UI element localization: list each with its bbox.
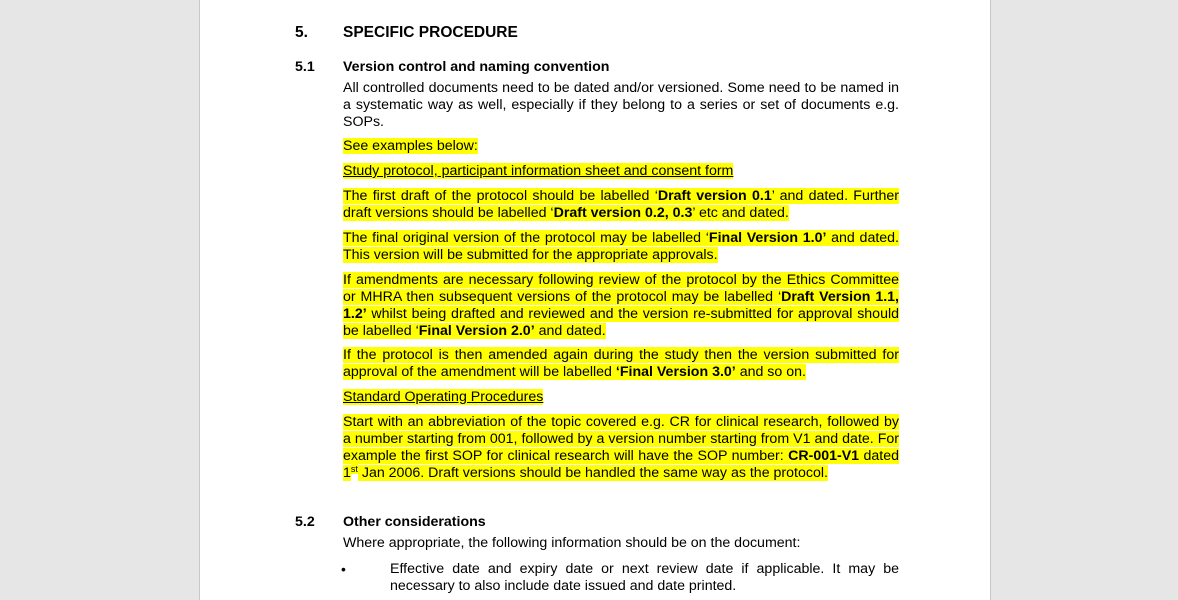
see-examples-line [343, 138, 899, 155]
text-run: dated 1 [343, 448, 899, 481]
bold-run: Draft Version 1.1, 1.2’ [343, 289, 899, 322]
text-run: The first draft of the protocol should be labelled ‘ [343, 188, 658, 204]
text-run: Start with an abbreviation of the topic covered e.g. CR for clinical research, followed by a number starting from 001, followed by a version number starting from V1 and date. For example the first SOP for clinical research will have the SOP number: [343, 414, 899, 464]
subsection-5-2-heading: Other considerations [343, 514, 486, 530]
bold-run: ‘Final Version 3.0’ [615, 364, 736, 380]
text-run: and dated. This version will be submitted for the appropriate approvals. [343, 230, 899, 263]
superscript: st [350, 464, 358, 474]
text-run: Jan 2006. Draft versions should be handled the same way as the protocol. [357, 465, 828, 481]
document-page [199, 0, 991, 600]
study-protocol-heading [343, 163, 899, 180]
section-title: SPECIFIC PROCEDURE [343, 24, 518, 41]
subsection-5-1-number: 5.1 [295, 59, 315, 75]
paragraph-amendments [343, 272, 899, 340]
paragraph-final-original [343, 230, 899, 264]
text-run: If amendments are necessary following review of the protocol by the Ethics Committee or MHRA then subsequent versions of the protocol may be labelled ‘ [343, 272, 899, 305]
paragraph-amended-again [343, 347, 899, 381]
study-protocol-heading-text: Study protocol, participant information sheet and consent form [343, 163, 734, 179]
text-run: ’ and dated. Further draft versions should be labelled ‘ [343, 188, 900, 221]
paragraph-first-draft [343, 188, 899, 222]
see-examples-text: See examples below: [343, 138, 478, 154]
text-run: The final original version of the protocol may be labelled ‘ [343, 230, 709, 246]
sop-heading [343, 389, 899, 406]
text-run: and so on. [735, 364, 806, 380]
bullet-item: Effective date and expiry date or next review date if applicable. It may be necessary to also include date issued and date printed. [390, 561, 899, 594]
subsection-5-1-heading: Version control and naming convention [343, 59, 610, 75]
text-run: If the protocol is then amended again during the study then the version submitted for approval of the amendment will be labelled [343, 347, 899, 380]
subsection-5-2-number: 5.2 [295, 514, 315, 530]
paragraph-sop-naming [343, 414, 899, 482]
version-control-intro: All controlled documents need to be dated and/or versioned. Some need to be named in a systematic way as well, especially if they belong to a series or set of documents e.g. SOPs. [343, 80, 899, 130]
text-run: whilst being drafted and reviewed and the version re-submitted for approval should be labelled ‘ [343, 306, 899, 339]
sop-heading-text: Standard Operating Procedures [343, 389, 544, 405]
text-run: and dated. [534, 323, 606, 339]
section-number: 5. [295, 24, 308, 41]
bold-run: Draft version 0.2, 0.3 [553, 205, 693, 221]
bold-run: Draft version 0.1 [657, 188, 772, 204]
bold-run: CR-001-V1 [788, 448, 860, 464]
bold-run: Final Version 2.0’ [418, 323, 535, 339]
bold-run: Final Version 1.0’ [708, 230, 827, 246]
bullet-icon: • [341, 561, 346, 577]
other-considerations-intro: Where appropriate, the following information should be on the document: [343, 535, 801, 551]
text-run: ’ etc and dated. [692, 205, 789, 221]
